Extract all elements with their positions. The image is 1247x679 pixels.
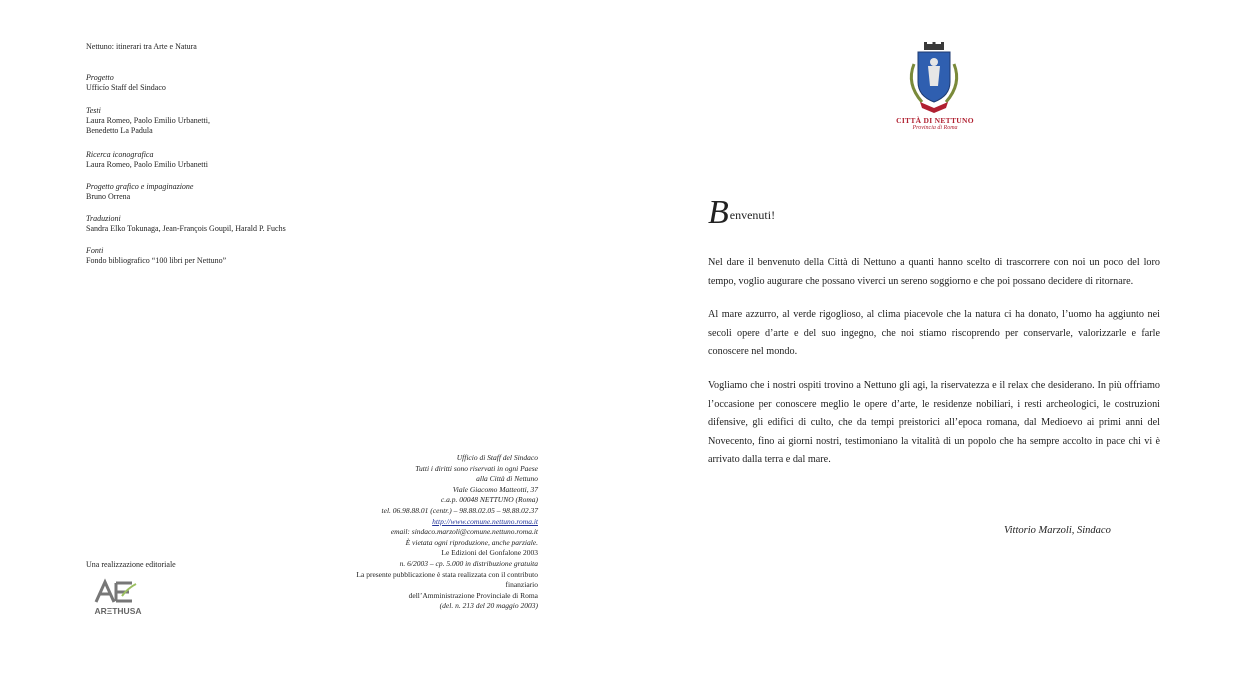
publisher-logo-text: ARΞTHUSA <box>94 606 142 616</box>
email-line: email: sindaco.marzoli@comune.nettuno.roma.it <box>390 527 538 537</box>
colophon-line: Le Edizioni del Gonfalone 2003 <box>441 548 538 558</box>
welcome-heading <box>708 196 775 230</box>
city-crest-icon <box>902 42 966 114</box>
colophon-line: Tutti i diritti sono riservati in ogni Paese <box>415 463 538 473</box>
colophon-line: finanziario <box>505 580 538 590</box>
credit-value: Laura Romeo, Paolo Emilio Urbanetti, Benedetto La Padula <box>86 116 210 135</box>
colophon-line: c.a.p. 00048 NETTUNO (Roma) <box>440 495 538 505</box>
welcome-paragraph: Nel dare il benvenuto della Città di Nettuno a quanti hanno scelto di trascorrere con noi un poco del loro tempo, voglio augurare che possano viverci un sereno soggiorno e che poi possano decidere di ritornare. <box>708 257 1160 287</box>
credit-value: Laura Romeo, Paolo Emilio Urbanetti <box>86 160 208 169</box>
colophon <box>280 453 538 612</box>
colophon-line: La presente pubblicazione è stata realizzata con il contributo <box>356 569 538 579</box>
mayor-signature: Vittorio Marzoli, Sindaco <box>1004 525 1111 536</box>
colophon-line: Ufficio di Staff del Sindaco <box>456 453 538 462</box>
website-link[interactable]: http://www.comune.nettuno.roma.it <box>432 516 538 526</box>
credit-label: Progetto <box>86 73 114 82</box>
credit-sources <box>86 246 226 266</box>
credit-texts <box>86 106 221 136</box>
welcome-paragraph: Vogliamo che i nostri ospiti trovino a Nettuno gli agi, la riservatezza e il relax che desiderano. In più offriamo l’occasione per conoscere meglio le opere d’arte, le residenze nobiliari, i resti archeologici, le costruzioni difensive, gli edifici di culto, che da tempi preistorici all’epoca romana, dal Medioevo ai primi anni del Novecento, fino ai giorni nostri, testimoniano la vitalità di un popolo che ha sempre accolto in pace chi vi è arrivato dalla terra e dal mare. <box>708 380 1160 465</box>
credit-value: Fondo bibliografico “100 libri per Nettuno” <box>86 256 227 265</box>
city-name: CITTÀ DI NETTUNO <box>896 116 974 125</box>
credit-project <box>86 73 166 93</box>
colophon-line: n. 6/2003 – cp. 5.000 in distribuzione gratuita <box>399 558 538 568</box>
colophon-line: tel. 06.98.88.01 (centr.) – 98.88.02.05 – 98.88.02.37 <box>381 505 538 515</box>
colophon-line: (del. n. 213 del 20 maggio 2003) <box>439 601 538 611</box>
arethusa-logo-icon <box>92 578 144 618</box>
welcome-initial: B <box>708 194 729 231</box>
colophon-line: dell’Amministrazione Provinciale di Roma <box>408 590 538 600</box>
province-name: Provincia di Roma <box>912 125 958 131</box>
credit-value: Ufficío Staff del Sindaco <box>86 83 166 92</box>
credit-label: Ricerca iconografica <box>86 150 154 159</box>
arethusa-logo-graphic <box>92 578 144 618</box>
credit-value: Sandra Elko Tokunaga, Jean-François Goupil, Harald P. Fuchs <box>86 224 286 233</box>
credit-translations <box>86 214 286 234</box>
welcome-rest: envenuti! <box>729 208 776 222</box>
credit-label: Traduzioni <box>86 214 121 223</box>
credit-value: Bruno Orrena <box>86 192 131 201</box>
colophon-line: È vietata ogni riproduzione, anche parziale. <box>405 537 538 547</box>
crest-graphic <box>902 42 966 114</box>
credit-iconography <box>86 150 208 170</box>
welcome-paragraph: Al mare azzurro, al verde rigoglioso, al clima piacevole che la natura ci ha donato, l’uomo ha aggiunto nei secoli opere d’arte e del suo ingegno, che noi stiamo riscoprendo per conservarle, valorizzarle e farle conoscere nel mondo. <box>708 309 1160 357</box>
colophon-line: alla Città di Nettuno <box>476 474 538 484</box>
colophon-line: Viale Giacomo Matteotti, 37 <box>452 484 538 494</box>
credit-label: Fonti <box>86 246 104 255</box>
credit-label: Testi <box>86 106 101 115</box>
credit-label: Progetto grafico e impaginazione <box>86 182 194 191</box>
book-title: Nettuno: itinerari tra Arte e Natura <box>86 42 197 51</box>
credit-graphics <box>86 182 193 202</box>
publisher-note: Una realizzazione editoriale <box>86 560 176 569</box>
